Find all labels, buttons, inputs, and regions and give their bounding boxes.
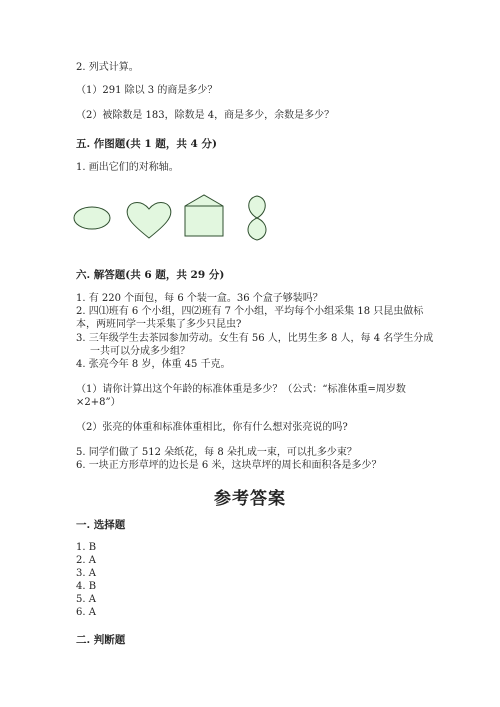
section6-q4-part1-line2: ×2+8”） — [76, 397, 121, 408]
section6-heading: 六. 解答题(共 6 题，共 29 分) — [76, 269, 225, 281]
section6-q4-part1-line1: （1）请你计算出这个年龄的标准体重是多少？（公式：“标准体重=周岁数 — [76, 384, 406, 395]
section5-heading: 五. 作图题(共 1 题，共 4 分) — [76, 138, 217, 150]
figure-eight-icon — [248, 196, 266, 240]
section6-q4: 4. 张亮今年 8 岁，体重 45 千克。 — [76, 359, 231, 370]
house-pentagon-icon — [185, 195, 223, 236]
section6-q3-line1: 3. 三年级学生去茶园参加劳动。女生有 56 人，比男生多 8 人，每 4 名学生分成 — [76, 333, 434, 344]
answer-item: 4. B — [76, 581, 97, 592]
section6-q2-line1: 2. 四⑴班有 6 个小组，四⑵班有 7 个小组，平均每个小组采集 18 只昆虫做标 — [76, 306, 424, 317]
symmetry-shapes — [72, 190, 282, 250]
section6-q6: 6. 一块正方形草坪的边长是 6 米，这块草坪的周长和面积各是多少？ — [76, 460, 382, 471]
q2-part2: （2）被除数是 183，除数是 4，商是多少，余数是多少？ — [76, 110, 335, 121]
section6-q4-part2: （2）张亮的体重和标准体重相比，你有什么想对张亮说的吗? — [76, 422, 348, 433]
ellipse-icon — [74, 207, 110, 229]
answers-sec2-heading: 二. 判断题 — [76, 634, 126, 646]
answer-item: 3. A — [76, 568, 96, 579]
section6-q3-line2: 一共可以分成多少组？ — [90, 346, 190, 357]
answers-title: 参考答案 — [214, 489, 286, 509]
section6-q5: 5. 同学们做了 512 朵纸花，每 8 朵扎成一束，可以扎多少束？ — [76, 447, 357, 458]
section6-q1: 1. 有 220 个面包，每 6 个装一盒。36 个盒子够装吗？ — [76, 293, 323, 304]
section5-q1: 1. 画出它们的对称轴。 — [76, 162, 179, 173]
q2-title: 2. 列式计算。 — [76, 62, 139, 73]
answer-item: 6. A — [76, 607, 96, 618]
answers-sec1-heading: 一. 选择题 — [76, 519, 126, 531]
answer-item: 5. A — [76, 594, 96, 605]
heart-icon — [127, 203, 171, 239]
answer-item: 2. A — [76, 555, 96, 566]
section6-q2-line2: 本，两班同学一共采集了多少只昆虫? — [76, 319, 242, 330]
answer-item: 1. B — [76, 542, 97, 553]
q2-part1: （1）291 除以 3 的商是多少？ — [76, 85, 218, 96]
